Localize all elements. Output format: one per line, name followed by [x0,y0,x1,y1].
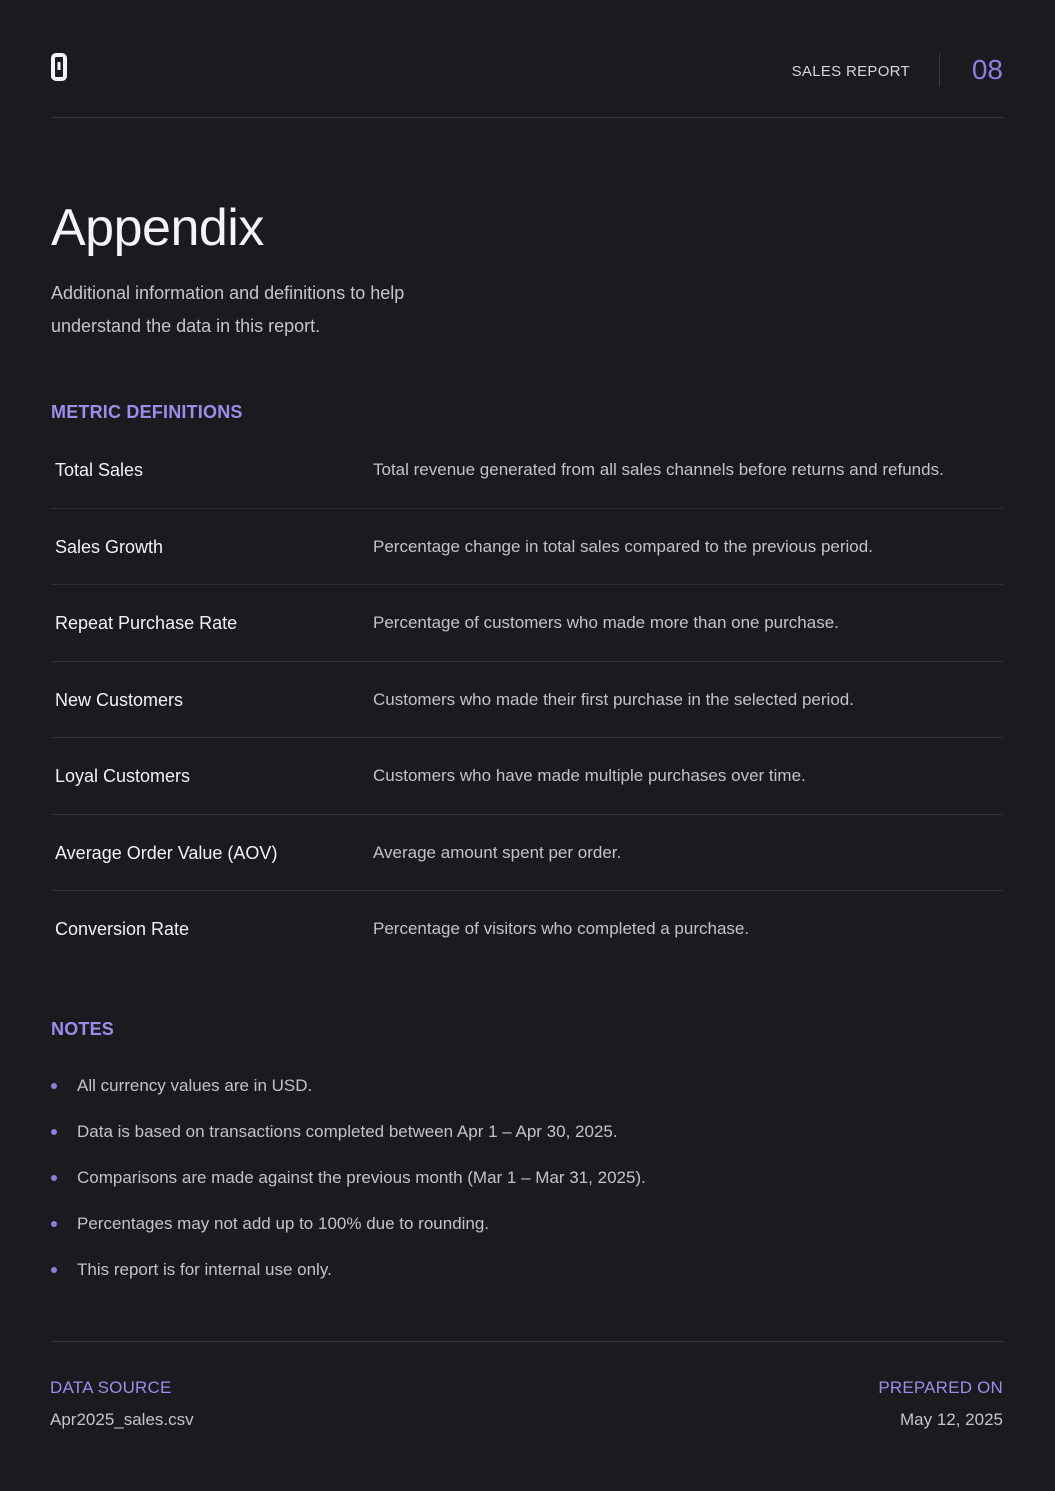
definition-row [51,432,1003,509]
page-footer [51,1341,1003,1451]
report-label: SALES REPORT [791,63,910,80]
page-number: 08 [971,54,1003,85]
prepared-on-value: May 12, 2025 [899,1410,1003,1429]
definition-description: Total revenue generated from all sales channels before returns and refunds. [373,460,944,479]
definition-row [51,738,1003,815]
bullet-icon [51,1267,57,1273]
list-item [51,1072,646,1118]
bullet-icon [51,1221,57,1227]
list-item [51,1118,646,1164]
note-text: This report is for internal use only. [77,1260,332,1279]
list-item [51,1164,646,1210]
list-item [51,1210,646,1256]
definition-row [51,585,1003,662]
definition-description: Customers who have made multiple purchases over time. [373,766,806,785]
definition-row [51,509,1003,586]
page-title: Appendix [51,199,264,257]
definition-term: Sales Growth [55,536,164,557]
bullet-icon [51,1083,57,1089]
header-divider [939,53,940,86]
definition-term: New Customers [55,689,184,710]
definition-row [51,815,1003,892]
bullet-icon [51,1175,57,1181]
metric-definitions-heading: METRIC DEFINITIONS [51,402,243,422]
list-item [51,1256,646,1302]
data-source-label: DATA SOURCE [50,1378,172,1397]
definition-description: Percentage of visitors who completed a purchase. [373,919,750,938]
definition-description: Average amount spent per order. [373,842,622,862]
page-header [51,0,1003,118]
definition-row [51,891,1003,968]
metric-definitions-table [51,432,1003,968]
data-source-value: Apr2025_sales.csv [50,1410,194,1429]
prepared-on-label: PREPARED ON [878,1378,1003,1397]
note-text: All currency values are in USD. [77,1076,313,1095]
definition-term: Average Order Value (AOV) [55,842,278,863]
note-text: Data is based on transactions completed between Apr 1 – Apr 30, 2025. [77,1122,618,1141]
notes-heading: NOTES [51,1019,115,1039]
zero-logo-icon [51,53,67,81]
page-subtitle: Additional information and definitions to help understand the data in this report. [51,283,405,336]
prepared-on-block [878,1378,1003,1430]
note-text: Comparisons are made against the previous month (Mar 1 – Mar 31, 2025). [77,1168,646,1187]
bullet-icon [51,1129,57,1135]
definition-term: Repeat Purchase Rate [55,613,238,633]
definition-description: Customers who made their first purchase in the selected period. [373,689,854,709]
note-text: Percentages may not add up to 100% due to rounding. [77,1214,490,1233]
definition-row [51,662,1003,739]
definition-description: Percentage change in total sales compared to the previous period. [373,536,873,556]
definition-description: Percentage of customers who made more than one purchase. [373,613,839,632]
definition-term: Total Sales [55,460,144,480]
definition-term: Conversion Rate [55,919,190,939]
data-source-block [50,1378,194,1430]
definition-term: Loyal Customers [55,766,191,786]
notes-list [51,1072,646,1302]
